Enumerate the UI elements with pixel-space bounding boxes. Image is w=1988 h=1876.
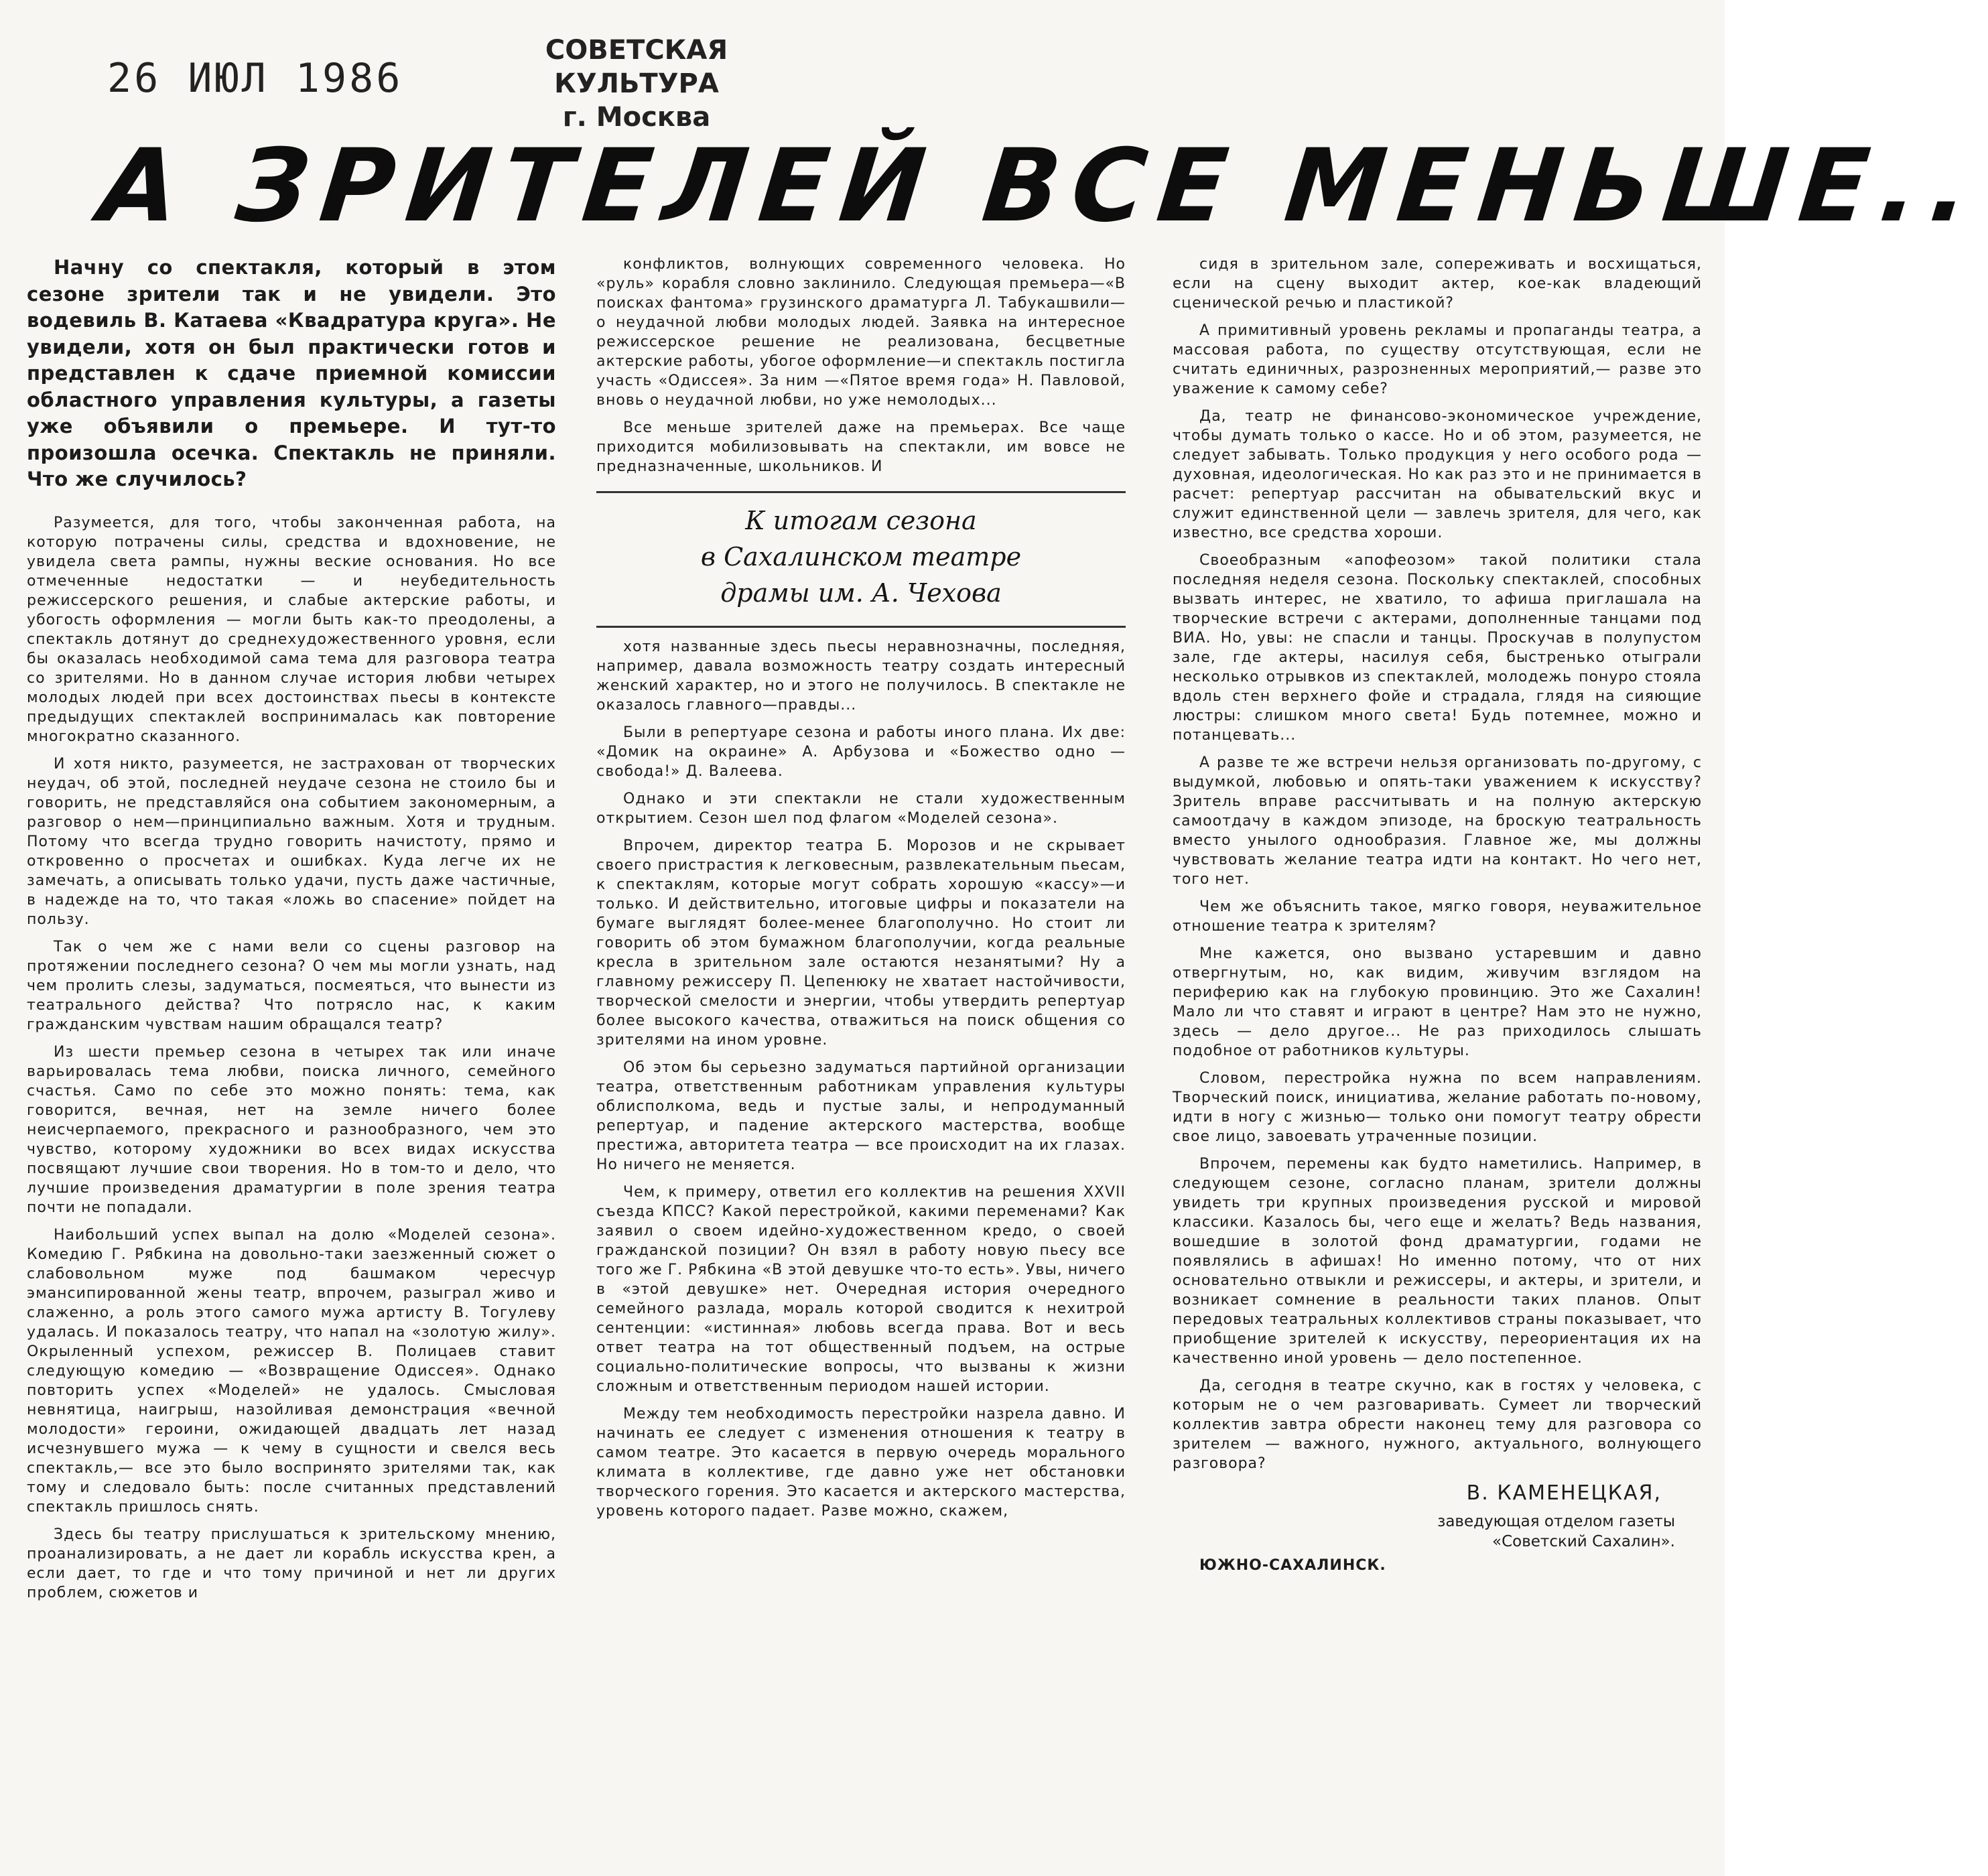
newspaper-city: г. Москва: [562, 102, 711, 133]
column-right: [1173, 255, 1702, 1574]
date-stamp: 26 ИЮЛ 1986: [107, 55, 403, 102]
body-paragraph: Мне кажется, оно вызвано устаревшим и давно отвергнутым, но, как видим, живучим взглядом на периферию как на глубокую провинцию. Это же Сахалин! Мало ли что ставят и играют в центре? Нам это не нужно, здесь — дело другое... Не раз приходилось слышать подобное от работников культуры.: [1173, 945, 1702, 1059]
body-paragraph: конфликтов, волнующих современного человека. Но «руль» корабля словно заклинило. Следующая премьера—«В поисках фантома» грузинского драматурга Л. Табукашвили—о неудачной любви молодых людей. Заявка на интересное режиссерское решение не реализована, бесцветные актерские работы, убогое оформление—и спектакль постигла участь «Одиссея». За ним —«Пятое время года» Н. Павловой, вновь о неудачной любви, но уже немолодых...: [596, 256, 1126, 409]
subtitle-line: драмы им. А. Чехова: [720, 578, 1002, 608]
column-middle: [596, 255, 1126, 1529]
article-subtitle: [596, 503, 1126, 611]
body-paragraph: Из шести премьер сезона в четырех так или иначе варьировалась тема любви, поиска личного, семейного счастья. Само по себе это можно понять: тема, как говорится, вечная, нет на земле ничего более неисчерпаемого, прекрасного и разнообразного, чем это чувство, которому художники во всех видах искусства посвящают лучшие свои творения. Но в том-то и дело, что лучшие произведения драматургии в поле зрения театра почти не попадали.: [27, 1043, 556, 1216]
author-title-line: заведующая отделом газеты: [1437, 1513, 1675, 1530]
spacer: [27, 493, 556, 513]
body-paragraph: Да, театр не финансово-экономическое учреждение, чтобы думать только о кассе. Но и об этом, разумеется, не следует забывать. Только продукция у него особого рода — духовная, идеологическая. Но как раз это и не принимается в расчет: репертуар рассчитан на обывательский вкус и служит единственной цели — завлечь зрителя, для чего, как известно, все средства хороши.: [1173, 408, 1702, 541]
body-paragraph: Да, сегодня в театре скучно, как в гостях у человека, с которым не о чем разговаривать. Сумеет ли творческий коллектив завтра обрести наконец тему для разговора со зрителем — важного, нужного, актуального, волнующего разговора?: [1173, 1378, 1702, 1472]
body-paragraph: Так о чем же с нами вели со сцены разговор на протяжении последнего сезона? О чем мы могли узнать, над чем пролить слезы, задуматься, посмеяться, что вынести из театрального действа? Что потрясло нас, к каким гражданским чувствам нашим обращался театр?: [27, 938, 556, 1033]
body-paragraph: Однако и эти спектакли не стали художественным открытием. Сезон шел под флагом «Моделей сезона».: [596, 791, 1126, 827]
body-paragraph: Об этом бы серьезно задуматься партийной организации театра, ответственным работникам управления культуры облисполкома, ведь и пустые залы, и непродуманный репертуар, и падение актерского мастерства, вообще престижа, авторитета театра — все происходит на их глазах. Но ничего не меняется.: [596, 1059, 1126, 1173]
body-paragraph: Здесь бы театру прислушаться к зрительскому мнению, проанализировать, а не дает ли корабль искусства крен, а если дает, то где и что тому причиной и нет ли других проблем, сюжетов и: [27, 1526, 556, 1601]
body-paragraph: А примитивный уровень рекламы и пропаганды театра, а массовая работа, по существу отсутствующая, если не считать единичных, разрозненных мероприятий,— разве это уважение к самому себе?: [1173, 322, 1702, 397]
body-paragraph: Словом, перестройка нужна по всем направлениям. Творческий поиск, инициатива, желание работать по-новому, идти в ногу с жизнью— только они помогут театру обрести свое лицо, завоевать утраченные позиции.: [1173, 1070, 1702, 1145]
author-title-line: «Советский Сахалин».: [1492, 1533, 1675, 1550]
body-paragraph: Разумеется, для того, чтобы законченная работа, на которую потрачены силы, средства и вдохновение, не увидела света рампы, нужны веские основания. Но все отмеченные недостатки — и неубедительность режиссерского решения, и слабые актерские работы, и убогость оформления — могли быть как-то преодолены, а спектакль дотянут до среднехудожественного уровня, если бы оказалась необходимой сама тема для разговора театра со зрителями. Но в данном случае история любви четырех молодых людей при всех достоинствах пьесы в контексте предыдущих спектаклей воспринималась как повторение многократно сказанного.: [27, 514, 556, 745]
body-paragraph: Своеобразным «апофеозом» такой политики стала последняя неделя сезона. Поскольку спектаклей, способных вызвать интерес, не хватило, то афиша приглашала на творческие встречи с актерами, дополненные танцами под ВИА. Но, увы: не спасли и танцы. Проскучав в полупустом зале, где актеры, насилуя себя, быстренько отыграли несколько отрывков из спектаклей, молодежь понуро стояла вдоль стен верхнего фойе и страдала, глядя на сияющие люстры: слишком много света! Будь потемнее, можно и потанцевать...: [1173, 552, 1702, 744]
body-paragraph: А разве те же встречи нельзя организовать по-другому, с выдумкой, любовью и опять-таки уважением к искусству? Зритель вправе рассчитывать и на полную актерскую самоотдачу в каждом эпизоде, на броскую театральность вместо унылого однообразия. Главное же, мы должны чувствовать желание театра идти на контакт. Но чего нет, того нет.: [1173, 754, 1702, 888]
body-paragraph: Все меньше зрителей даже на премьерах. Все чаще приходится мобилизовывать на спектакли, им вовсе не предназначенные, школьников. И: [596, 419, 1126, 475]
body-paragraph: хотя названные здесь пьесы неравнозначны, последняя, например, давала возможность театру создать интересный женский характер, но и этого не получилось. В спектакле не оказалось главного—правды...: [596, 639, 1126, 714]
author-name: В. КАМЕНЕЦКАЯ,: [1466, 1481, 1662, 1505]
body-paragraph: Впрочем, директор театра Б. Морозов и не скрывает своего пристрастия к легковесным, развлекательным пьесам, к спектаклям, которые могут собрать хорошую «кассу»—и только. И действительно, итоговые цифры и показатели на бумаге выглядят более-менее благополучно. Но стоит ли говорить об этом бумажном благополучии, когда реальные кресла в зрительном зале остаются незанятыми? Ну а главному режиссеру П. Цепенюку не хватает настойчивости, творческой смелости и энергии, чтобы утвердить репертуар более высокого качества, отважиться на поиск общения со зрителями на ином уровне.: [596, 838, 1126, 1049]
newspaper-name: СОВЕТСКАЯ КУЛЬТУРА: [545, 35, 728, 99]
divider: [596, 626, 1126, 628]
body-paragraph: Между тем необходимость перестройки назрела давно. И начинать ее следует с изменения отношения к театру в самом театре. Это касается в первую очередь морального климата в коллективе, где давно уже нет обстановки творческого горения. Это касается и актерского мастерства, уровень которого падает. Разве можно, скажем,: [596, 1406, 1126, 1520]
author-title: [1173, 1512, 1702, 1552]
dateline-place: ЮЖНО-САХАЛИНСК.: [1199, 1557, 1386, 1574]
body-paragraph: Чем, к примеру, ответил его коллектив на решения XXVII съезда КПСС? Какой перестройкой, какими переменами? Как заявил о своем идейно-художественном кредо, о своей гражданской позиции? Он взял в работу новую пьесу все того же Г. Рябкина «В этой девушке что-то есть». Увы, ничего в «этой девушке» нет. Очередная история очередного семейного разлада, мораль которой сводится к нехитрой сентенции: «истинная» любовь всегда права. Вот и весь ответ театра на тот общественный подъем, на острые социально-политические вопросы, что вызваны к жизни сложным и ответственным периодом нашей истории.: [596, 1184, 1126, 1395]
lead-paragraph: Начну со спектакля, который в этом сезоне зрители так и не увидели. Это водевиль В. Катаева «Квадратура круга». Не увидели, хотя он был практически готов и представлен к сдаче приемной комиссии областного управления культуры, а газеты уже объявили о премьере. И тут-то произошла осечка. Спектакль не приняли. Что же случилось?: [27, 256, 556, 490]
article-headline: А ЗРИТЕЛЕЙ ВСЕ МЕНЬШЕ..: [94, 128, 1987, 245]
subtitle-line: К итогам сезона: [745, 506, 977, 535]
body-paragraph: Впрочем, перемены как будто наметились. Например, в следующем сезоне, согласно планам, зрители должны увидеть три крупных произведения русской и мировой классики. Казалось бы, чего еще и желать? Ведь названия, вошедшие в золотой фонд драматургии, годами не появлялись в афишах! Но именно потому, что от них основательно отвыкли и режиссеры, и актеры, и зрители, и возникает сомнение в реальности таких планов. Опыт передовых театральных коллективов страны показывает, что приобщение зрителей к искусству, переориентация их на качественно иной уровень — дело постепенное.: [1173, 1156, 1702, 1367]
body-paragraph: Наибольший успех выпал на долю «Моделей сезона». Комедию Г. Рябкина на довольно-таки заезженный сюжет о слабовольном муже под башмаком чересчур эмансипированной жены театр, впрочем, разыграл живо и слаженно, а роль этого самого мужа артисту В. Тогулеву удалась. И показалось театру, что напал на «золотую жилу». Окрыленный успехом, режиссер В. Полицаев ставит следующую комедию — «Возвращение Одиссея». Однако повторить успех «Моделей» не удалось. Смысловая невнятица, наигрыш, назойливая демонстрация «вечной молодости» героини, ожидающей двадцать лет назад исчезнувшего мужа — к чему в сущности и свелся весь спектакль,— все это было воспринято зрителями так, как тому и следовало быть: после считанных представлений спектакль пришлось снять.: [27, 1226, 556, 1516]
body-paragraph: сидя в зрительном зале, сопереживать и восхищаться, если на сцену выходит актер, кое-как владеющий сценической речью и пластикой?: [1173, 256, 1702, 312]
column-left: [27, 255, 556, 1611]
subtitle-line: в Сахалинском театре: [700, 542, 1022, 572]
divider: [596, 491, 1126, 493]
body-paragraph: Чем же объяснить такое, мягко говоря, неуважительное отношение театра к зрителям?: [1173, 898, 1702, 935]
body-paragraph: Были в репертуаре сезона и работы иного плана. Их две: «Домик на окраине» А. Арбузова и «Божество одно — свобода!» Д. Валеева.: [596, 724, 1126, 780]
body-paragraph: И хотя никто, разумеется, не застрахован от творческих неудач, об этой, последней неудаче сезона не стоило бы и говорить, не представляйся она событием закономерным, а разговор о нем—принципиально важным. Хотя и трудным. Потому что всегда трудно говорить начистоту, прямо и откровенно о просчетах и ошибках. Куда легче их не замечать, а описывать только удачи, пусть даже частичные, в надежде на то, что такая «ложь во спасение» пойдет на пользу.: [27, 755, 556, 928]
